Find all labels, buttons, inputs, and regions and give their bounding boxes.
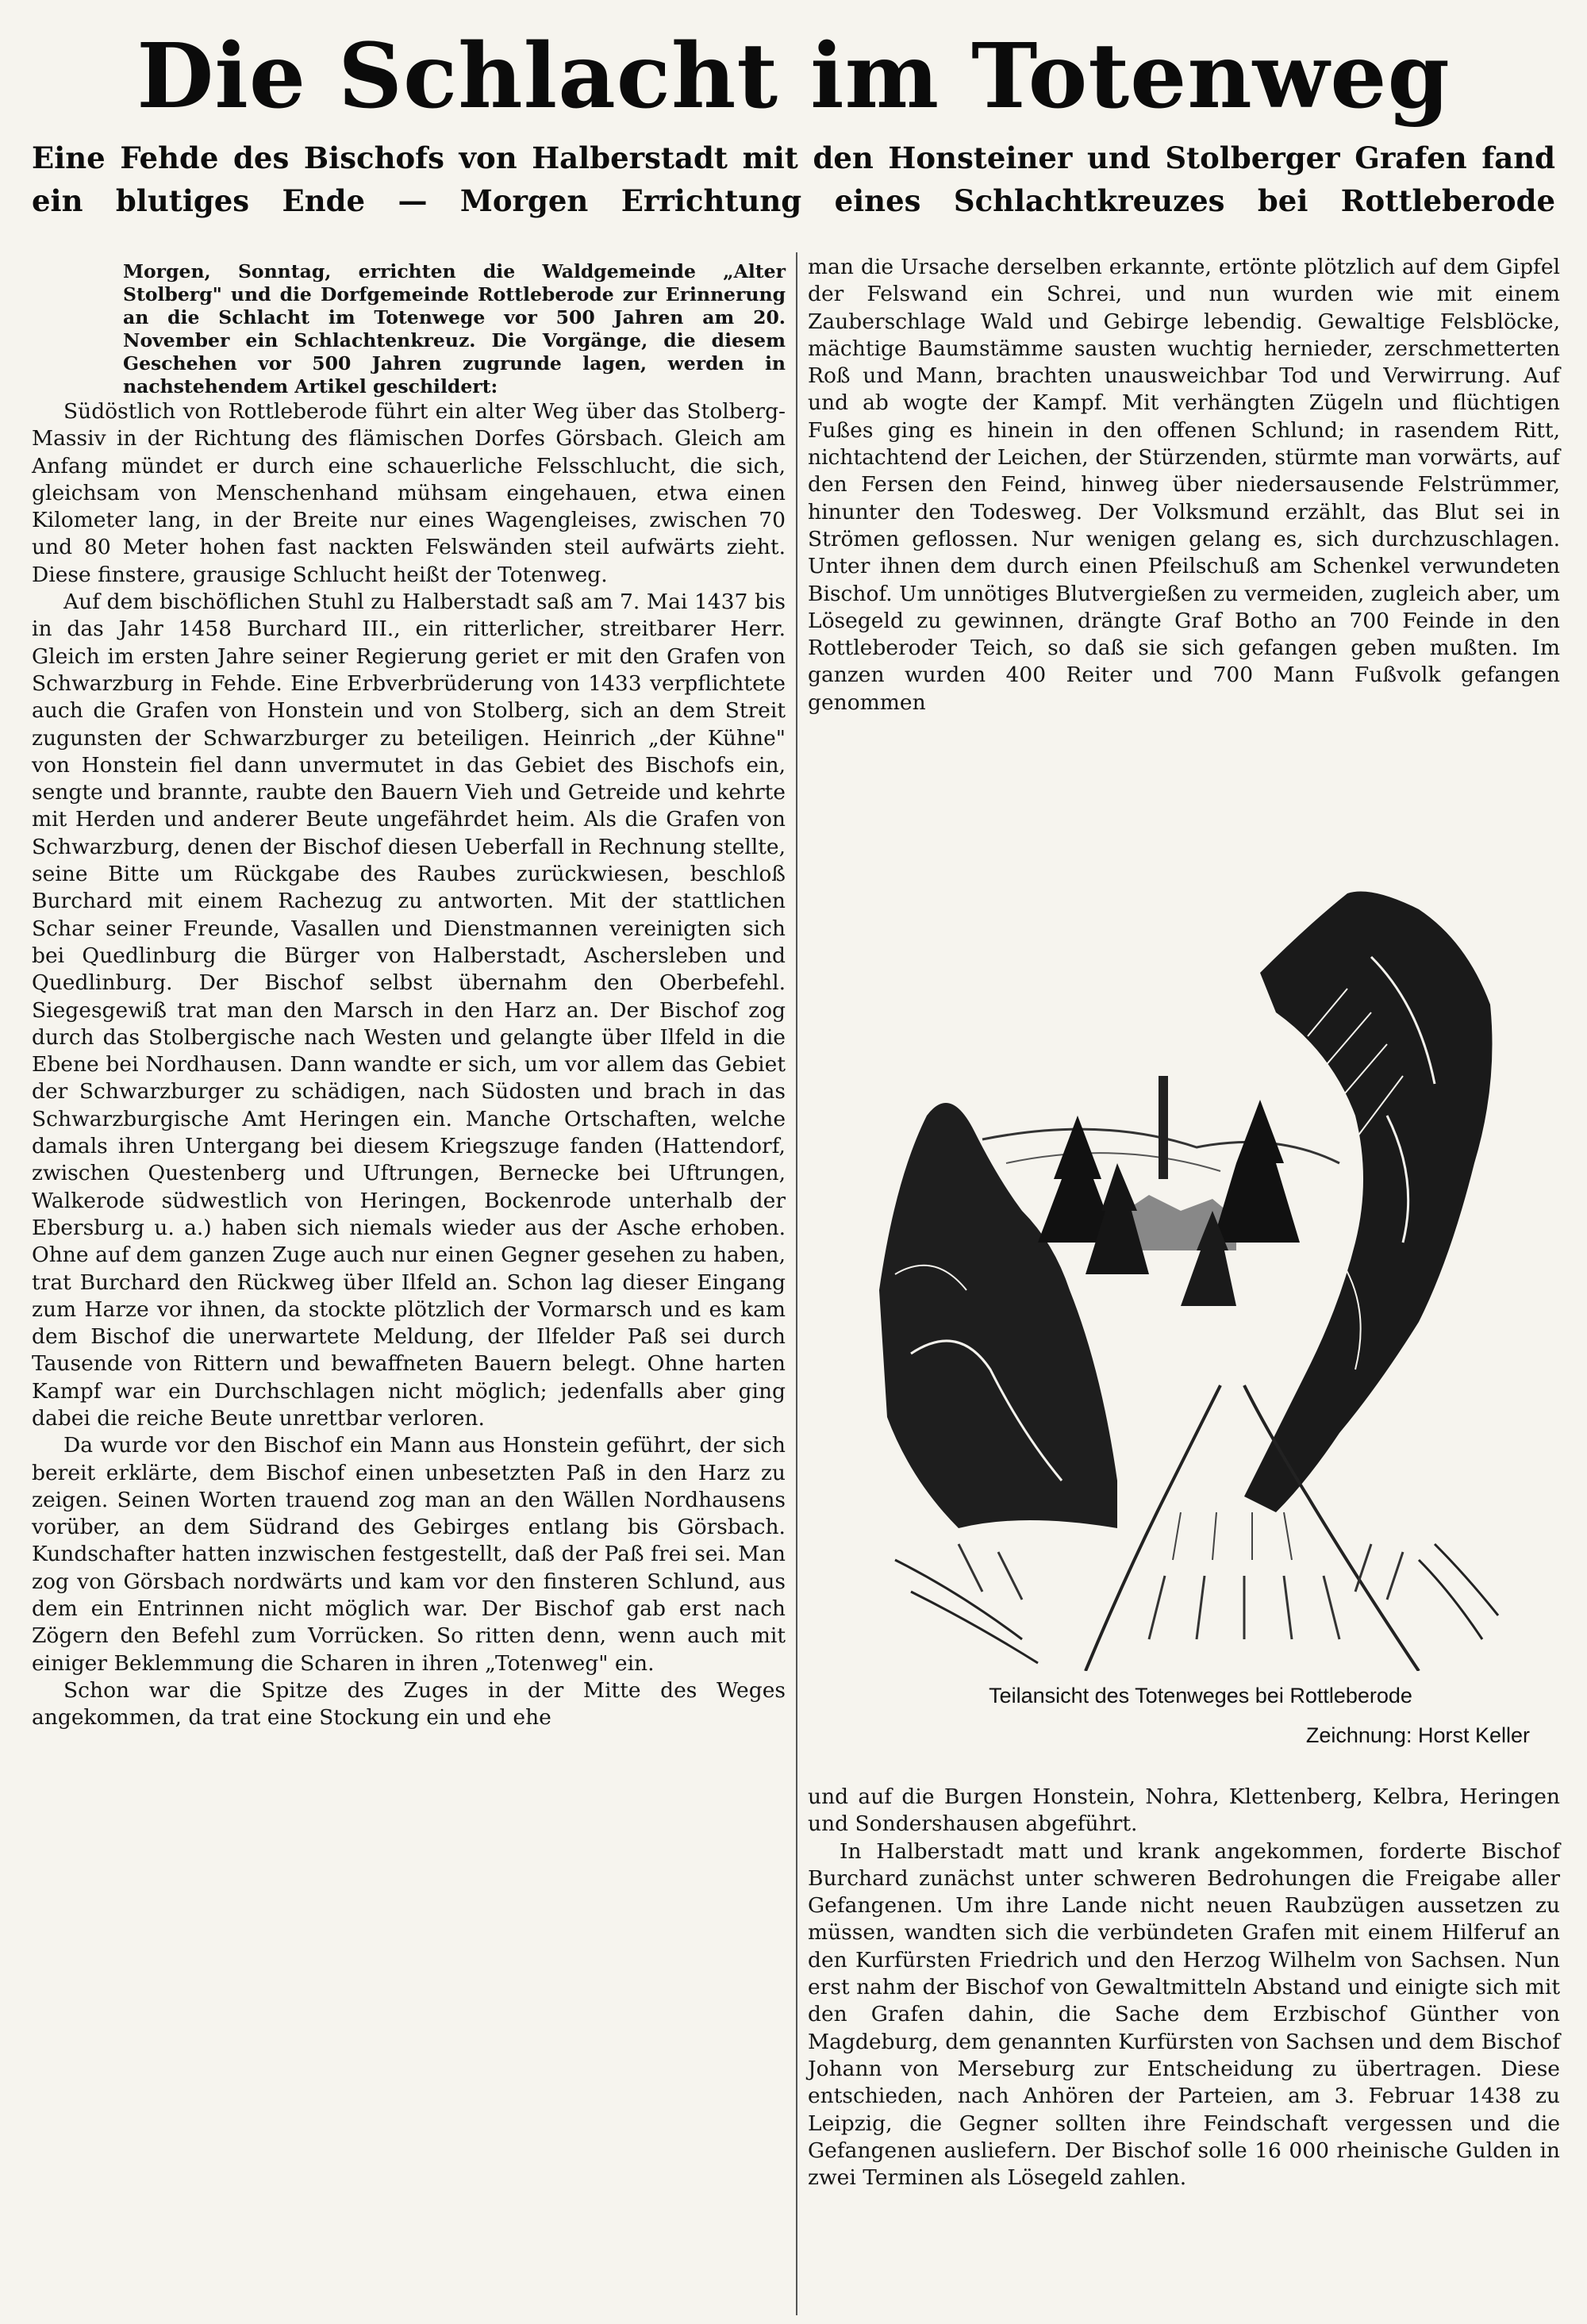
paragraph: Da wurde vor den Bischof ein Mann aus Honstein geführt, der sich bereit erklärte, dem Bischof einen unbesetzten Paß in den Harz zu zeigen. Seinen Worten trauend zog man an den Wällen Nordhausens vorüber, an dem Südrand des Gebirges entlang bis Görsbach. Kundschafter hatten inzwischen festgestellt, daß der Paß frei sei. Man zog von Görsbach nordwärts und kam vor den finsteren Schlund, aus dem ein Entrinnen nicht möglich war. Der Bischof gab erst nach Zögern den Befehl zum Vorrücken. So ritten denn, wenn auch mit einiger Beklemmung die Scharen in ihren „Totenweg" ein. [32, 1433, 786, 1676]
left-body [32, 398, 786, 1732]
paragraph: Schon war die Spitze des Zuges in der Mitte des Weges angekommen, da trat eine Stockung ein und ehe [32, 1677, 786, 1731]
article-illustration [816, 878, 1554, 1780]
paragraph: Südöstlich von Rottleberode führt ein alter Weg über das Stolberg-Massiv in der Richtung des flämischen Dorfes Görsbach. Gleich am Anfang mündet er durch eine schauerliche Felsschlucht, die sich, gleichsam von Menschenhand mühsam eingehauen, etwa einen Kilometer lang, in der Breite nur eines Wagengleises, zwischen 70 und 80 Meter hohen fast nackten Felswänden steil aufwärts zieht. Diese finstere, grausige Schlucht heißt der Totenweg. [32, 399, 786, 587]
paragraph: und auf die Burgen Honstein, Nohra, Klettenberg, Kelbra, Heringen und Sondershausen abgeführt. [808, 1784, 1560, 1837]
article-lead: Morgen, Sonntag, errichten die Waldgemeinde „Alter Stolberg" und die Dorfgemeinde Rottleberode zur Erinnerung an die Schlacht im Totenwege vor 500 Jahren am 20. November ein Schlachtenkreuz. Die Vorgänge, die diesem Geschehen vor 500 Jahren zugrunde lagen, werden in nachstehendem Artikel geschildert: [123, 260, 786, 398]
column-divider [796, 252, 797, 2315]
paragraph: In Halberstadt matt und krank angekommen, forderte Bischof Burchard zunächst unter schweren Bedrohungen die Freigabe aller Gefangenen. Um ihre Lande nicht neuen Raubzügen aussetzen zu müssen, wandten sich die verbündeten Grafen mit einem Hilferuf an den Kurfürsten Friedrich und den Herzog Wilhelm von Sachsen. Nun erst nahm der Bischof von Gewaltmitteln Abstand und einigte sich mit den Grafen dahin, die Sache dem Erzbischof Günther von Magdeburg, dem genannten Kurfürsten von Sachsen und dem Bischof Johann von Merseburg zur Entscheidung zu übertragen. Diese entschieden, nach Anhören der Parteien, am 3. Februar 1438 zu Leipzig, die Gegner sollten ihre Feindschaft vergessen und die Gefangenen ausliefern. Der Bischof solle 16 000 rheinische Gulden in zwei Terminen als Lösegeld zahlen. [808, 1838, 1560, 2191]
left-column [32, 260, 786, 2315]
right-column-top [808, 254, 1560, 873]
paragraph: man die Ursache derselben erkannte, ertönte plötzlich auf dem Gipfel der Felswand ein Schrei, und nun wurden wie mit einem Zauberschlage Wald und Gebirge lebendig. Gewaltige Felsblöcke, mächtige Baumstämme sausten wuchtig hernieder, zerschmetterten Roß und Mann, brachten unausweichbar Tod und Verwirrung. Auf und ab wogte der Kampf. Mit verhängten Zügeln und flüchtigen Fußes ging es hinein in den offenen Schlund; in rasendem Ritt, nichtachtend der Leichen, der Stürzenden, stürmte man vorwärts, auf den Fersen den Feind, hinweg über niedersausende Felstrümmer, hinunter den Todesweg. Der Volksmund erzählt, das Blut sei in Strömen geflossen. Nur wenigen gelang es, sich durchzuschlagen. Unter ihnen dem durch einen Pfeilschuß am Schenkel verwundeten Bischof. Um unnötiges Blutvergießen zu vermeiden, zugleich aber, um Lösegeld zu gewinnen, drängte Graf Botho an 700 Feinde in den Rottleberoder Teich, so daß sie sich gefangen geben mußten. Im ganzen wurden 400 Reiter und 700 Mann Fußvolk gefangen genommen [808, 255, 1560, 715]
figure-caption: Teilansicht des Totenweges bei Rottleberode [989, 1684, 1412, 1707]
ravine-drawing-image [863, 878, 1506, 1671]
right-column-bottom [808, 1784, 1560, 2315]
article-subheadline: Eine Fehde des Bischofs von Halberstadt mit den Honsteiner und Stolberger Grafen fand ein blutiges Ende — Morgen Errichtung eines Schlachtkreuzes bei Rottleberode [32, 140, 1555, 218]
paragraph: Auf dem bischöflichen Stuhl zu Halberstadt saß am 7. Mai 1437 bis in das Jahr 1458 Burchard III., ein ritterlicher, streitbarer Herr. Gleich im ersten Jahre seiner Regierung geriet er mit den Grafen von Schwarzburg in Fehde. Eine Erbverbrüderung von 1433 verpflichtete auch die Grafen von Honstein und von Stolberg, sich an dem Streit zugunsten der Schwarzburger zu beteiligen. Heinrich „der Kühne" von Honstein fiel dann unvermutet in das Gebiet des Bischofs ein, sengte und brannte, raubte den Bauern Vieh und Getreide und kehrte mit Herden und anderer Beute ungefährdet heim. Als die Grafen von Schwarzburg, denen der Bischof diesen Ueberfall in Rechnung stellte, seine Bitte um Rückgabe des Raubes zurückwiesen, beschloß Burchard mit einem Rachezug zu antworten. Mit der stattlichen Schar seiner Freunde, Vasallen und Dienstmannen vereinigten sich bei Quedlinburg die Bürger von Halberstadt, Aschersleben und Quedlinburg. Der Bischof selbst übernahm den Oberbefehl. Siegesgewiß trat man den Marsch in den Harz an. Der Bischof zog durch das Stolbergische nach Westen und gelangte über Ilfeld in die Ebene bei Nordhausen. Dann wandte er sich, um vor allem das Gebiet der Schwarzburger zu schädigen, nach Südosten und brach in das Schwarzburgische Amt Heringen ein. Manche Ortschaften, welche damals ihren Untergang bei diesem Kriegszuge fanden (Hattendorf, zwischen Questenberg und Uftrungen, Bernecke bei Uftrungen, Walkerode südwestlich von Heringen, Bockenrode unterhalb der Ebersburg u. a.) haben sich niemals wieder aus der Asche erhoben. Ohne auf dem ganzen Zuge auch nur einen Gegner gesehen zu haben, trat Burchard den Rückweg über Ilfeld an. Schon lag dieser Eingang zum Harze vor ihnen, da stockte plötzlich der Vormarsch und es kam dem Bischof die unerwartete Meldung, der Ilfelder Paß sei durch Tausende von Rittern und bewaffneten Bauern belegt. Ohne harten Kampf war ein Durchschlagen nicht möglich; jedenfalls aber ging dabei die reiche Beute unrettbar verloren. [32, 590, 786, 1431]
article-headline: Die Schlacht im Totenweg [136, 25, 1451, 129]
figure-credit: Zeichnung: Horst Keller [1305, 1723, 1530, 1747]
